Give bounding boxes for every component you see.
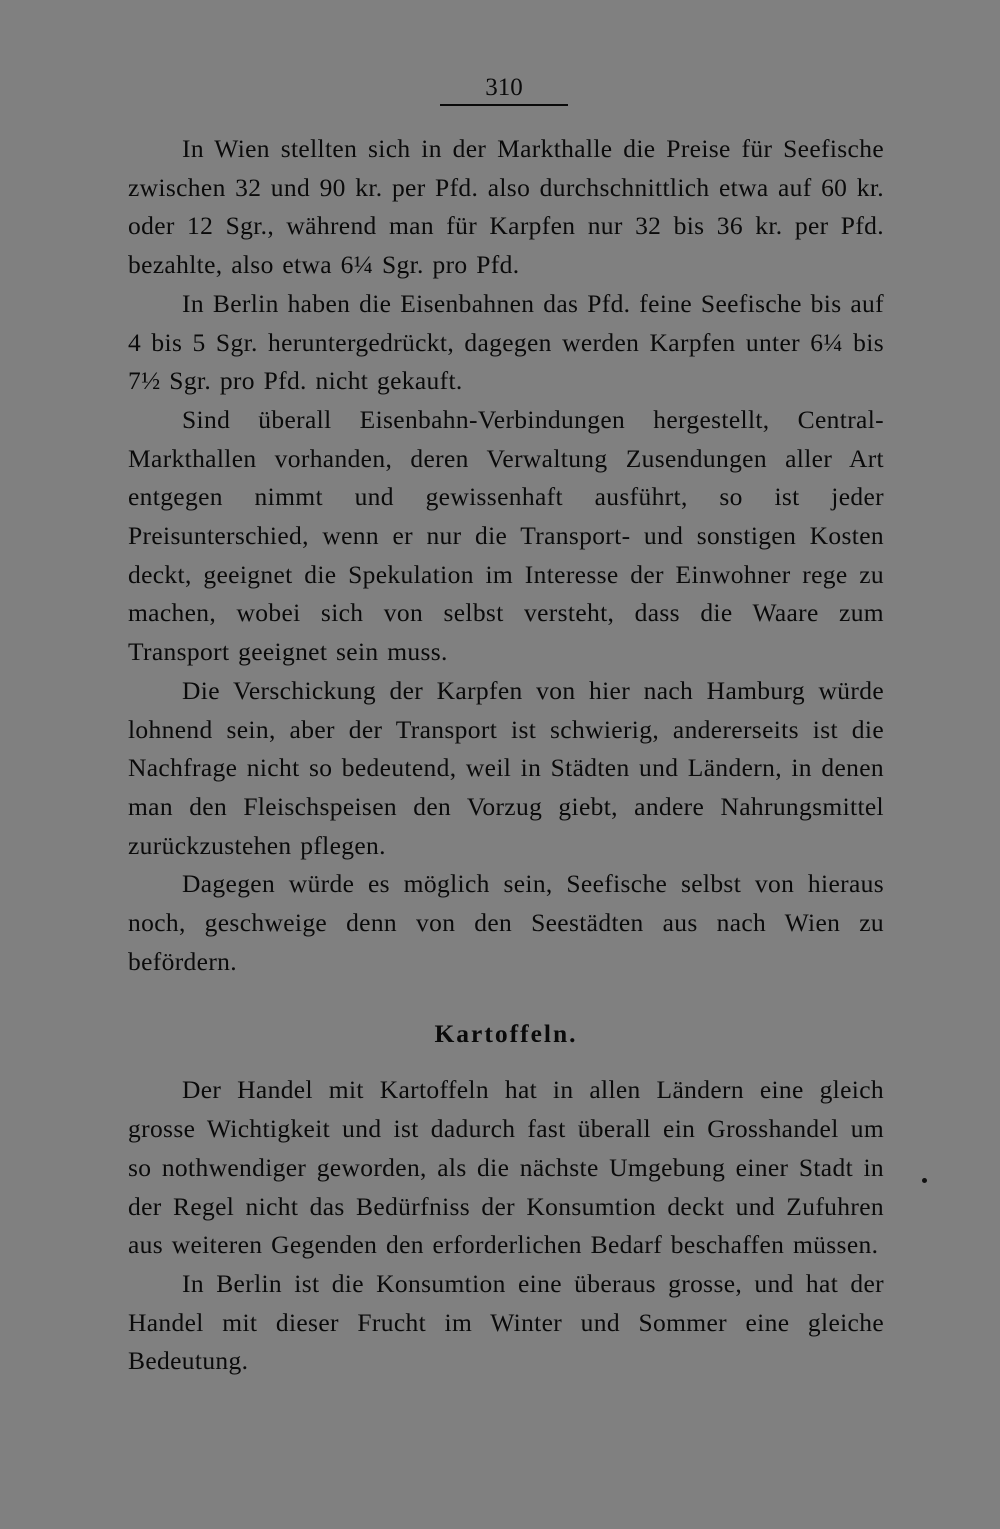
paragraph-seefische-wien: Dagegen würde es möglich sein, Seefische selbst von hieraus noch, geschweige denn von den Seestädten aus nach Wien zu befördern. [128,869,884,976]
paragraph-wien-prices: In Wien stellten sich in der Markthalle die Preise für Seefische zwischen 32 und 90 kr. per Pfd. also durchschnittlich etwa auf 60 kr. oder 12 Sgr., während man für Karpfen nur 32 bis 36 kr. per Pfd. bezahlte, also etwa 6¼ Sgr. pro Pfd. [128,134,884,280]
page-number-rule [440,104,568,106]
page-body [128,130,884,1381]
paragraph-eisenbahn-verbindungen: Sind überall Eisenbahn-Verbindungen hergestellt, Central-Markthallen vorhanden, deren Verwaltung Zusendungen aller Art entgegen nimmt und gewissenhaft ausführt, so ist jeder Preisunterschied, wenn er nur die Transport- und sonstigen Kosten deckt, geeignet die Spekulation im Interesse der Einwohner rege zu machen, wobei sich von selbst versteht, dass die Waare zum Transport geeignet sein muss. [128,404,884,667]
scan-speck [922,1178,927,1183]
section-heading: Kartoffeln. [434,1019,578,1049]
paragraph-kartoffel-handel: Der Handel mit Kartoffeln hat in allen Ländern eine gleich grosse Wichtigkeit und ist dadurch fast überall ein Grosshandel um so nothwendiger geworden, als die nächste Umgebung einer Stadt in der Regel nicht das Bedürfniss der Konsumtion deckt und Zufuhren aus weiteren Gegenden den erforderlichen Bedarf beschaffen müssen. [128,1075,884,1260]
page-number: 310 [485,74,523,101]
paragraph-berlin-seefische: In Berlin haben die Eisenbahnen das Pfd. feine Seefische bis auf 4 bis 5 Sgr. heruntergedrückt, dagegen werden Karpfen unter 6¼ bis 7½ Sgr. pro Pfd. nicht gekauft. [128,288,884,396]
paragraph-berlin-konsumtion: In Berlin ist die Konsumtion eine überaus grosse, und hat der Handel mit dieser Frucht im Winter und Sommer eine gleiche Bedeutung. [128,1268,884,1376]
paragraph-karpfen-verschickung: Die Verschickung der Karpfen von hier nach Hamburg würde lohnend sein, aber der Transport ist schwierig, andererseits ist die Nachfrage nicht so bedeutend, weil in Städten und Ländern, in denen man den Fleischspeisen den Vorzug giebt, andere Nahrungsmittel zurückzustehen pflegen. [128,675,884,860]
